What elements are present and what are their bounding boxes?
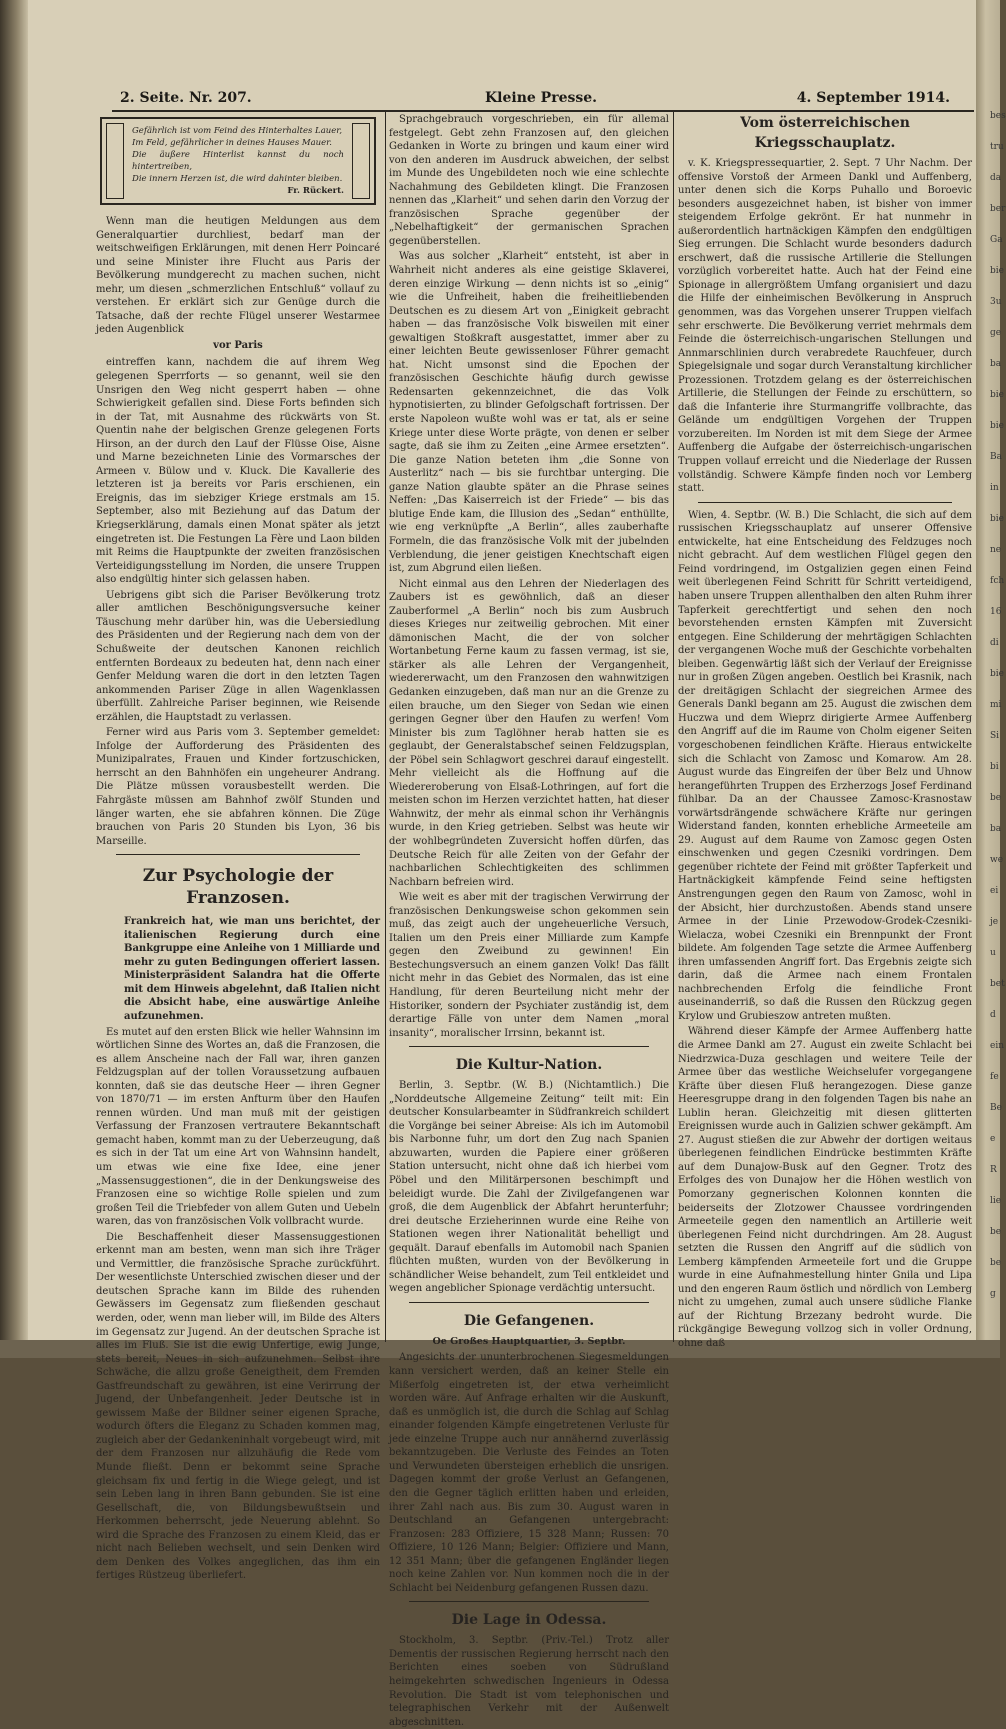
margin-fragment: u <box>990 948 996 958</box>
margin-fragment: ein <box>990 1041 1005 1051</box>
lead-paragraph: Frankreich hat, wie man uns berichtet, der italienischen Regierung durch eine Bankgruppe eine Anleihe von 1 Milliarde und mehr zu guten Bedingungen offeriert lassen. Ministerpräsident Salandra hat die Offerte mit dem Hinweis abgelehnt, daß Italien nicht die Absicht habe, eine auswärtige Anleihe aufzunehmen. <box>124 916 380 1022</box>
margin-fragment: bes <box>990 111 1006 121</box>
newspaper-title: Kleine Presse. <box>485 90 598 106</box>
headline-kriegsschauplatz: Vom österreichischen Kriegsschauplatz. <box>740 115 910 151</box>
margin-fragment: we <box>990 855 1004 865</box>
margin-fragment: ber <box>990 204 1006 214</box>
margin-fragment: be <box>990 1227 1002 1237</box>
margin-fragment: fch <box>990 576 1005 586</box>
margin-fragment: bet <box>990 979 1005 989</box>
headline-odessa: Die Lage in Odessa. <box>451 1612 607 1629</box>
page-header <box>120 88 980 112</box>
paragraph: Die Beschaffenheit dieser Massensuggestionen erkennt man am besten, wenn man sich ihre Träger und Vermittler, die französische Sprache zurückführt. Der wesentlichste Unterschied zwischen dieser und der deutschen Sprache kann im Bilde des ruhenden Gewässers im Gegensatz zum fließenden geschaut werden, oder, wenn man lieber will, im Bilde des Alters im Gegensatz zur Jugend. An der deutschen Sprache ist alles im Fluß. Sie ist die ewig Unfertige, ewig Junge, stets bereit, Neues in sich aufzunehmen. Selbst ihre Schwäche, die allzu große Geneigtheit, dem Fremden Gastfreundschaft zu gewähren, ist eine Verirrung der Jugend, der Unbefangenheit. Jeder Deutsche ist in gewissem Maße der Bildner seiner eigenen Sprache, wodurch öfters die Eleganz zu Schaden kommen mag, zugleich aber der Gedankeninhalt vorgebeugt wird, mit der dem Franzosen nur allzuhäufig die Rede vom Munde fließt. Denn er bekommt seine Sprache gleichsam fix und fertig in die Wiege gelegt, und ist sein Leben lang in ihren Bann gebunden. Sie ist eine Gesellschaft, die, von Bildungsbewußtsein und Herkommen beherrscht, jede Neuerung ablehnt. So wird die Sprache des Franzosen zu einem Kleid, das er nicht nach Belieben wechselt, und sein Denken wird dem Denken des Volkes angeglichen, das ihm ein fertiges Rüstzeug überliefert. <box>96 1231 380 1582</box>
paragraph: Während dieser Kämpfe der Armee Auffenberg hatte die Armee Dankl am 27. August ein zweite Schlacht bei Niedrzwica-Duza geschlagen und weitere Teile der Armee über das westliche Weichselufer vorgegangene Kräfte über diesen Fluß herangezogen. Diese ganze Heeresgruppe drang in den folgenden Tagen bis nahe an Lublin heran. Gleichzeitig mit diesen glitterten Ereignissen wurde auch in Galizien schwer gekämpft. Am 27. August stießen die zur Abwehr der dortigen weitaus überlegenen feindlichen Eindrücke bestimmten Kräfte auf dem Dunajow-Busk auf den Gegner. Trotz des Erfolges des von Dunajow her die Höhen westlich von Pomorzany gegnerischen Kolonnen konnten die beiderseits der Zlotzower Chaussee vordringenden Armeeteile gegen den namentlich an Artillerie weit überlegenen Feind nicht durchdringen. Am 28. August setzten die Russen den Angriff auf die südlich von Lemberg kämpfenden Armeeteile fort und die Gruppe wurde in eine Aufnahmestellung hinter Gnila und Lipa und den engeren Raum östlich und nördlich von Lemberg nicht zu umgehen, zumal auch unsere südliche Flanke auf der Richtung Brzezany bedroht wurde. Die rückgängige Bewegung vollzog sich in voller Ordnung, ohne daß <box>678 1026 972 1350</box>
margin-fragment: Si <box>990 731 1000 741</box>
headline-psychologie: Zur Psychologie der Franzosen. <box>142 866 334 909</box>
margin-fragment: d <box>990 1010 996 1020</box>
paragraph: Ferner wird aus Paris vom 3. September gemeldet: Infolge der Aufforderung des Präsidenten des Munizipalrates, Frauen und Kinder fortzuschicken, herrscht an den Bahnhöfen ein ungeheurer Andrang. Die Plätze müssen vorausbestellt werden. Die Fahrgäste müssen am Bahnhof zwölf Stunden und länger warten, ehe sie abfahren können. Die Züge brauchen von Paris 20 Stunden bis Lyon, 36 bis Marseille. <box>96 727 380 847</box>
paragraph: Was aus solcher „Klarheit“ entsteht, ist aber in Wahrheit nicht anderes als eine geistige Sklaverei, deren einzige Wirkung — denn nichts ist so „einig“ wie die Unfreiheit, haben die freiheitliebenden Deutschen es zu diesem Art von „Einigkeit gebracht haben — das französische Volk bisweilen mit einer gewaltigen Stoßkraft ausgestattet, immer aber zu einer leichten Beute gewissenloser Führer gemacht hat. Nicht umsonst sind die Epochen der französischen Geschichte häufig durch gewisse Redensarten gekennzeichnet, die das Volk hypnotisierten, zu blinder Gefolgschaft fortrissen. Der erste Napoleon wußte wohl was er tat, als er seine Kriege unter diese Worte prägte, von denen er selber sagte, daß sie ihm zu Zeiten „eine Armee ersetzten“. Die ganze Nation beteten ihm „die Sonne von Austerlitz“ nach — bis sie furchtbar unterging. Die ganze Nation glaubte später an die Phrase seines Neffen: „Das Kaiserreich ist der Friede“ — bis das blutige Ende kam, die Illusion des „Sedan“ enthüllte, wie eng verknüpfte „A Berlin“, alles zauberhafte Formeln, die das französische Volk mit der jubelnden Verblendung, die jener geistigen Knechtschaft eigen ist, zum Abgrund eilen ließen. <box>389 251 669 575</box>
section-divider <box>698 502 952 503</box>
subheading-vor-paris: vor Paris <box>213 339 263 351</box>
margin-fragment: ne <box>990 545 1002 555</box>
margin-fragment: g <box>990 1289 996 1299</box>
margin-fragment: ge <box>990 328 1002 338</box>
section-divider <box>409 1046 649 1047</box>
margin-fragment: bi <box>990 762 999 772</box>
quote-line: Die innern Herzen ist, die wird dahinter bleiben. <box>132 174 343 184</box>
paragraph: Es mutet auf den ersten Blick wie heller Wahnsinn im wörtlichen Sinne des Wortes an, daß die Franzosen, die es allem Anscheine nach der Fall war, ihren ganzen Feldzugsplan auf der tollen Voraussetzung aufbauen konnten, daß sie das deutsche Heer — ihren Gegner von 1870/71 — im ersten Anfturm über den Haufen rennen würden. Und man muß mit der geistigen Verfassung der Franzosen vertrautere Bekanntschaft gemacht haben, kommt man zu der Ueberzeugung, daß es sich in der Tat um eine Art von Wahnsinn handelt, um etwas wie eine fixe Idee, eine jener „Massensuggestionen“, die in der Denkungsweise des Franzosen eine so wichtige Rolle spielen und zum großen Teil die Triebfeder von allem Guten und Uebeln waren, das von französischen Volk vollbracht wurde. <box>96 1026 380 1228</box>
header-rule <box>112 110 974 112</box>
margin-fragment: in <box>990 483 999 493</box>
margin-fragment: 3u <box>990 297 1002 307</box>
quote-signature: Fr. Rückert. <box>287 186 344 196</box>
paragraph: Angesichts der ununterbrochenen Siegesmeldungen kann versichert werden, daß an keiner Stelle ein Mißerfolg eingetreten ist, der etwa verheimlicht worden wäre. Auf Anfrage erhalten wir die Auskunft, daß es unmöglich ist, die durch die Schlag auf Schlag einander folgenden Kämpfe eingetretenen Verluste für jede einzelne Truppe auch nur annähernd zuverlässig bekanntzugeben. Die Verluste des Feindes an Toten und Verwundeten übersteigen erheblich die unsrigen. Dagegen kommt der große Verlust an Gefangenen, den die Gegner täglich erlitten haben und erleiden, ihrer Zahl nach aus. Bis zum 30. August waren in Deutschland an Gefangenen untergebracht: Franzosen: 283 Offiziere, 15 328 Mann; Russen: 70 Offiziere, 10 126 Mann; Belgier: Offiziere und Mann, 12 351 Mann; über die gefangenen Engländer liegen noch keine Zahlen vor. Nun kommen noch die in der Schlacht bei Neidenburg gefangenen Russen dazu. <box>389 1352 669 1594</box>
paragraph: Wie weit es aber mit der tragischen Verwirrung der französischen Denkungsweise schon gekommen sein muß, das zeigt auch der ungeheuerliche Versuch, Italien um den Preis einer Milliarde zum Kampfe gegen den Zweibund zu gewinnen! Ein Bestechungsversuch an einem ganzen Volk! Das fällt nicht mehr in das Gebiet des Normalen, das ist eine Handlung, für deren Beurteilung nicht mehr der Historiker, sondern der Psychiater zuständig ist, dem derartige Fälle von unter dem Namen „moral insanity“, moralischer Irrsinn, bekannt ist. <box>389 892 669 1039</box>
margin-fragment: be <box>990 1258 1002 1268</box>
margin-fragment: ba <box>990 824 1002 834</box>
margin-fragment: Ba <box>990 452 1002 462</box>
margin-fragment: di <box>990 638 999 648</box>
quote-line: Gefährlich ist vom Feind des Hinterhaltes Lauer, <box>132 126 343 136</box>
margin-fragment: R <box>990 1165 997 1175</box>
section-divider <box>409 1302 649 1303</box>
margin-fragment: be <box>990 793 1002 803</box>
margin-fragment: e <box>990 1134 996 1144</box>
quote-line: Im Feld, gefährlicher in deines Hauses Mauer. <box>132 138 333 148</box>
margin-fragment: bie <box>990 421 1004 431</box>
paragraph: Stockholm, 3. Septbr. (Priv.-Tel.) Trotz aller Dementis der russischen Regierung herrscht nach den Berichten eines soeben von Südrußland heimgekehrten schwedischen Ingenieurs in Odessa Revolution. Die Stadt ist vom telephonischen und telegraphischen Verkehr mit der Außenwelt abgeschnitten. <box>389 1635 669 1728</box>
margin-fragment: mi <box>990 700 1002 710</box>
issue-date: 4. September 1914. <box>796 90 950 106</box>
book-gutter <box>0 0 28 1358</box>
margin-fragment: bie <box>990 266 1004 276</box>
paragraph: v. K. Kriegspressequartier, 2. Sept. 7 Uhr Nachm. Der offensive Vorstoß der Armeen Dankl und Auffenberg, unter denen sich die Korps Puhallo und Boroevic besonders ausgezeichnet haben, ist bisher von immer steigendem Erfolge gekrönt. Er hat nunmehr in außerordentlich hartnäckigen Kämpfen den endgültigen Sieg errungen. Die Schlacht wurde besonders dadurch erschwert, daß die russische Artillerie die Stellungen vorzüglich vorbereitet hatte. Auch hat der Feind eine Spionage in allergrößtem Umfang organisiert und dazu die Hilfe der einheimischen Bevölkerung in Anspruch genommen, was das Vorgehen unserer Truppen vielfach sehr erschwerte. Die Bevölkerung verriet mehrmals dem Feinde die österreichisch-ungarischen Stellungen und Annmarschlinien durch verabredete Rauchfeuer, durch Spiegelsignale und sogar durch Veranstaltung kirchlicher Prozessionen. Trotzdem gelang es der österreichischen Artillerie, die Stellungen der Feinde zu erschüttern, so daß die Infanterie ihre Sturmangriffe vollbrachte, das Gelände um endgültigen Vorgehen der Truppen vorzubereiten. Im Norden ist mit dem Siege der Armee Auffenberg die Aufgabe der österreichisch-ungarischen Truppen vollauf erreicht und die Niederlage der Russen vollständig. Schwere Kämpfe finden noch vor Lemberg statt. <box>678 158 972 495</box>
column-3 <box>678 113 972 1350</box>
paragraph: Nicht einmal aus den Lehren der Niederlagen des Zaubers ist es gewöhnlich, daß an dieser Zauberformel „A Berlin“ noch bis zum Ausbruch dieses Krieges nur zeitweilig gebrochen. Mit einer dämonischen Macht, die der von solcher Wortanbetung Ferne kaum zu fassen vermag, ist sie, stärker als alle Lehren der Vergangenheit, wiedererwacht, um den Franzosen den wahnwitzigen Gedanken einzugeben, daß man nur an die Grenze zu eilen brauche, um den Sieger von Sedan wie einen geringen Gegner über den Haufen zu werfen! Vom Minister bis zum Taglöhner herab hatten sie es geglaubt, der Generalstabschef seinen Feldzugsplan, der Pöbel sein Schlagwort geschrei darauf eingestellt. Mehr vielleicht als die Hoffnung auf die Wiedereroberung von Elsaß-Lothringen, auf fort die meisten schon im Herzen verzichtet hatten, hat dieser Wahnwitz, der mehr als einmal schon ihr Verhängnis wurde, in den Krieg getrieben. Selbst was heute wir der wohlbegründeten Zuversicht hoffen dürfen, das Deutsche Reich für alle Zeiten von der Gefahr der nachbarlichen Schlechtigkeiten des schlimmen Nachbarn befreien wird. <box>389 578 669 888</box>
paragraph: Wenn man die heutigen Meldungen aus dem Generalquartier durchliest, bedarf man der weitschweifigen Erklärungen, mit denen Herr Poincaré und seine Minister ihre Flucht aus Paris der Bevölkerung mundgerecht zu machen suchen, nicht mehr, um diesen „schmerzlichen Entschluß“ vollauf zu verstehen. Er erklärt sich zur Genüge durch die Tatsache, daß der rechte Flügel unserer Westarmee jeden Augenblick <box>96 216 380 336</box>
margin-fragment: 16 <box>990 607 1002 617</box>
column-rule-1 <box>385 112 386 1342</box>
column-rule-2 <box>673 112 674 1342</box>
section-divider <box>409 1601 649 1602</box>
margin-fragment: bie <box>990 514 1004 524</box>
margin-fragment: lie <box>990 1196 1002 1206</box>
headline-gefangenen: Die Gefangenen. <box>463 1312 595 1329</box>
margin-fragment: bie <box>990 390 1004 400</box>
paragraph: Wien, 4. Septbr. (W. B.) Die Schlacht, die sich auf dem russischen Kriegsschauplatz auf unserer Offensive entwickelte, hat eine Entscheidung des Feldzuges noch nicht gebracht. Auf dem westlichen Flügel gegen den Feind vordringend, im Ostgalizien gegen einen Feind weit überlegenen Feind Schritt für Schritt verteidigend, haben unsere Truppen allenthalben den alten Ruhm ihrer Tapferkeit gerechtfertigt und sehen den noch bevorstehenden ernsten Kämpfen mit Zuversicht entgegen. Eine Schilderung der mehrtägigen Schlachten der vergangenen Woche muß der Geschichte vorbehalten bleiben. Gegenwärtig läßt sich der Verlauf der Ereignisse nur in großen Zügen angeben. Oestlich bei Krasnik, nach der dreitägigen Schlacht der siegreichen Armee des Generals Dankl begann am 25. August die zwischen dem Huczwa und dem Wieprz dirigierte Armee Auffenberg den Angriff auf die im Raume von Cholm eigener Seiten vorgeschobenen feindlichen Kräfte. Hieraus entwickelte sich die Schlacht von Zamosc und Komarow. Am 28. August wurde das Eingreifen der über Belz und Uhnow herangeführten Truppen des Erzherzogs Josef Ferdinand fühlbar. Da an der Chaussee Zamosc-Krasnostaw vorwärtsdrängende schwächere Kräfte nur geringen Widerstand fanden, konnten erhebliche Armeeteile am 29. August auf dem Raume von Zamosc gegen Osten einschwenken und gegen Czesniki vordringen. Dem gegenüber richtete der Feind mit größter Tapferkeit und Hartnäckigkeit kämpfende Feind seine heftigsten Anstrengungen gegen den Raum von Zamosc, wohl in der Absicht, hier durchzustoßen. Abends stand unsere Armee in der Linie Przewodow-Grodek-Czesniki-Wielacza, wobei Czesniki ein Brennpunkt der Front bildete. Am folgenden Tage setzte die Armee Auffenberg ihren umfassenden Angriff fort. Das Ergebnis zeigte sich darin, daß die Armee nach einem Frontalen nachbrechenden Erfolg die feindliche Front auseinanderriß, so daß die Russen den Rückzug gegen Krylow und Grubieszow antreten mußten. <box>678 509 972 1022</box>
margin-fragment: Ga <box>990 235 1003 245</box>
rueckert-quote-box <box>100 117 376 205</box>
margin-fragment: bie <box>990 669 1004 679</box>
margin-fragment: je <box>990 917 999 927</box>
margin-fragment: tru <box>990 142 1004 152</box>
paragraph: eintreffen kann, nachdem die auf ihrem Weg gelegenen Sperrforts — so genannt, weil sie den Unsrigen den Weg nicht gesperrt haben — ohne Schwierigkeit gefallen sind. Diese Forts befinden sich in der Tat, mit Ausnahme des rückwärts von St. Quentin nahe der belgischen Grenze gelegenen Forts Hirson, an der durch den Lauf der Flüsse Oise, Aisne und Marne bezeichneten Linie des Vormarsches der Armeen v. Bülow und v. Kluck. Die Kavallerie des letzteren ist ja bereits vor Paris erschienen, ein Ereignis, das im siebziger Kriege erstmals am 15. September, also mit Beziehung auf das Datum der Kriegserklärung, damals einen Monat später als jetzt eingetreten ist. Die Festungen La Fère und Laon bilden mit Reims die Hauptpunkte der zweiten französischen Verteidigungsstellung im Norden, die unsere Truppen also endgültig hinter sich gelassen haben. <box>96 357 380 586</box>
column-1 <box>96 113 380 1582</box>
paragraph: Sprachgebrauch vorgeschrieben, ein für allemal festgelegt. Gebt zehn Franzosen auf, den gleichen Gedanken in Worte zu bringen und kaum einer wird von den anderen im Ausdruck abweichen, der selbst im Munde des Ungebildeten noch wie eine schlechte Nachahmung des Gebildeten klingt. Die Franzosen nennen das „Klarheit“ und sehen darin den Vorzug der französischen Sprache gegenüber der „Nebelhaftigkeit“ der germanischen Sprachen gegenüberstellen. <box>389 114 669 247</box>
margin-fragment: fe <box>990 1072 999 1082</box>
dateline: Oe Großes Hauptquartier, 3. Septbr. <box>432 1335 626 1347</box>
margin-fragment: ba <box>990 359 1002 369</box>
margin-fragment: ei <box>990 886 999 896</box>
page-number: 2. Seite. Nr. 207. <box>120 90 252 106</box>
quote-line: Die äußere Hinterlist kannst du noch hintertreiben, <box>132 150 344 172</box>
section-divider <box>116 854 360 855</box>
paragraph: Berlin, 3. Septbr. (W. B.) (Nichtamtlich.) Die „Norddeutsche Allgemeine Zeitung“ teilt mit: Ein deutscher Konsularbeamter in Südfrankreich schildert die Vorgänge bei seiner Abreise: Als ich im Automobil bis Narbonne fuhr, um dort den Zug nach Spanien abzuwarten, wurden die Papiere einer größeren Station untersucht, nicht ohne daß ich hierbei vom Pöbel und den Militärpersonen beschimpft und beleidigt wurde. Die Zahl der Zivilgefangenen war groß, die dem Augenblick der Abfahrt herunterfuhr; drei deutsche Erzieherinnen wurde eine Reihe von Stationen wegen ihrer Nationalität behelligt und gequält. Darauf ebenfalls im Automobil nach Spanien flüchten mußten, wurden von der Bevölkerung in schändlicher Weise behandelt, zum Teil entkleidet und wegen angeblicher Spionage verdächtig untersucht. <box>389 1080 669 1295</box>
adjacent-page-edge <box>976 0 1006 1358</box>
paragraph: Uebrigens gibt sich die Pariser Bevölkerung trotz aller amtlichen Beschönigungsversuche keiner Täuschung mehr darüber hin, was die Uebersiedlung des Präsidenten und der Regierung nach dem von der Schußweite der deutschen Kanonen reichlich entfernten Bordeaux zu bedeuten hat, denn nach einer Genfer Meldung waren die dort in den letzten Tagen ankommenden Pariser Züge in allen Wagenklassen überfüllt. Zahlreiche Pariser beginnen, wie Reisende erzählen, die Hauptstadt zu verlassen. <box>96 589 380 723</box>
column-2 <box>389 113 669 1728</box>
headline-kultur-nation: Die Kultur-Nation. <box>455 1057 603 1074</box>
margin-fragment: Be <box>990 1103 1002 1113</box>
margin-fragment: da <box>990 173 1002 183</box>
